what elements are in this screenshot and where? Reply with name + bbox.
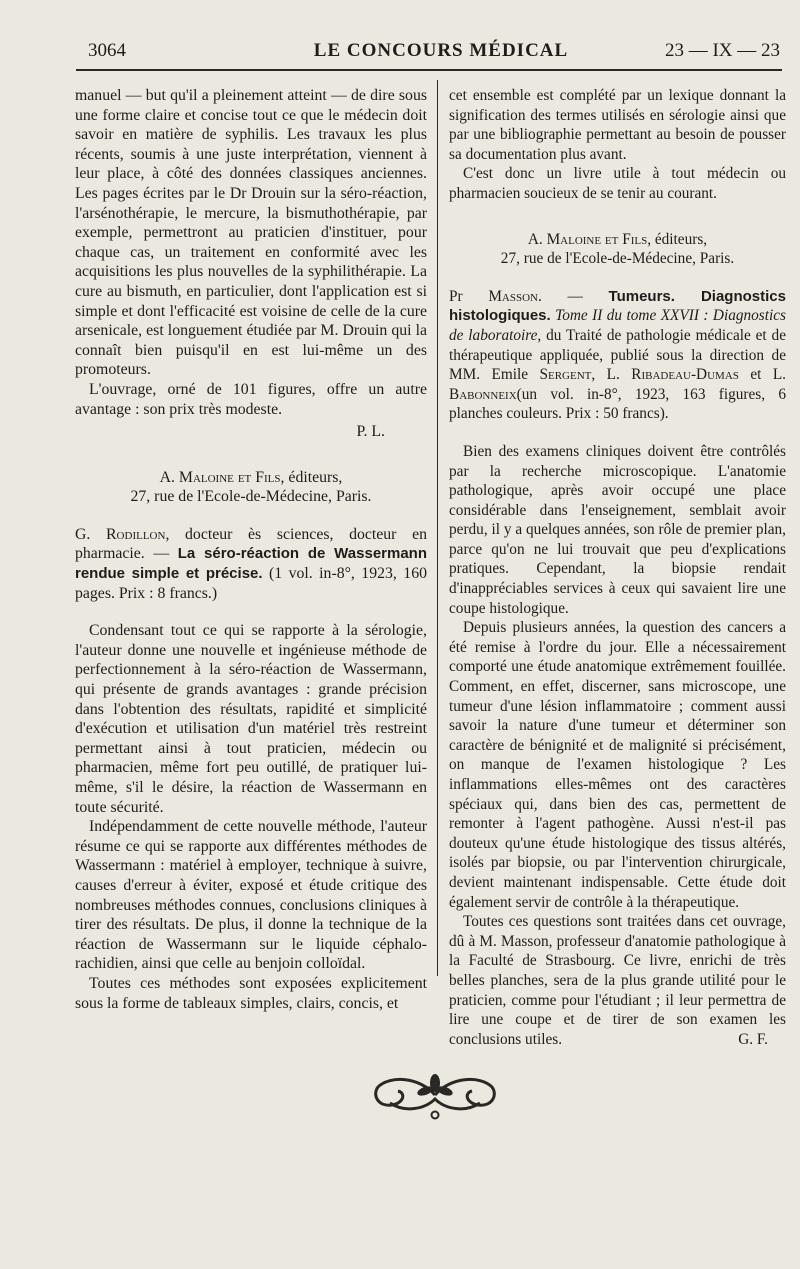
- author-name: Masson: [488, 287, 538, 305]
- paragraph: cet ensemble est complété par un lexique donnant la signification des termes utilisés en sérologie ainsi que par une bibliographie permettant au besoin de pousser sa documentation plus avant.: [449, 87, 786, 163]
- paragraph: Indépendamment de cette nouvelle méthode, l'auteur résume ce qui se rapporte aux différentes méthodes de Wassermann : matériel à employer, technique à suivre, causes d'erreur à éviter, exposé et étude critique des nombreuses méthodes connues, conclusions cliniques à tirer des résultats. De plus, il donne la technique de la réaction de Wassermann sur le liquide céphalo-rachidien, ainsi que celle au benjoin colloïdal.: [75, 818, 427, 973]
- publisher-address: 27, rue de l'Ecole-de-Médecine, Paris.: [500, 250, 735, 268]
- right-column: [449, 86, 786, 1049]
- journal-title: LE CONCOURS MÉDICAL: [313, 40, 569, 61]
- header-rule: [76, 69, 782, 71]
- book-title: Tumeurs. Diagnostics histologiques.: [449, 287, 786, 325]
- issue-date: 23 — IX — 23: [664, 40, 780, 61]
- review-signature: G. F.: [738, 1030, 768, 1048]
- paragraph: Depuis plusieurs années, la question des cancers a été remise à l'ordre du jour. Elle a nécessairement comporté une étude anatomique extrêmement fouillée. Comment, en effet, discerner, sans microscope, une tumeur d'une lésion inflammatoire ; comment aussi savoir la nature d'une tumeur et déterminer son caractère de bénignité et de malignité si précisément, on manque de l'examen histologique ? Les inflammations elles-mêmes ont des caractères spéciaux qui, dans bien des cas, permettent de remonter à l'agent pathogène. Aussi n'est-il pas douteux qu'une étude histologique des tissus altérés, isolés par biopsie, ou par l'intervention chirurgicale, devient maintenant indispensable. Cette étude doit également servir de contrôle à la thérapeutique.: [449, 619, 786, 911]
- book-entry: Pr Masson. — Tumeurs. Diagnostics histologiques. Tome II du tome XXVII : Diagnostics de laboratoire, du Traité de pathologie médicale et de thérapeutique appliquée, publié sous la direction de MM. Emile Sergent, L. Ribadeau-Dumas et L. Babonneix(un vol. in-8°, 1923, 163 figures, 6 planches couleurs. Prix : 50 francs).: [449, 287, 786, 423]
- page-header: [88, 40, 780, 64]
- publisher-name: A. Maloine et Fils, éditeurs,: [159, 468, 343, 486]
- floral-ornament-icon: [370, 1065, 500, 1125]
- column-divider: [437, 80, 438, 976]
- paragraph: L'ouvrage, orné de 101 figures, offre un autre avantage : son prix très modeste.: [75, 380, 427, 418]
- book-entry: G. Rodillon, docteur ès sciences, docteur en pharmacie. — La séro-réaction de Wassermann rendue simple et précise. (1 vol. in-8°, 1923, 160 pages. Prix : 8 francs.): [75, 525, 428, 602]
- paragraph: C'est donc un livre utile à tout médecin ou pharmacien soucieux de se tenir au courant.: [449, 165, 786, 202]
- review-signature: P. L.: [356, 423, 385, 441]
- publisher-address: 27, rue de l'Ecole-de-Médecine, Paris.: [130, 488, 372, 506]
- paragraph: Condensant tout ce qui se rapporte à la sérologie, l'auteur donne une nouvelle et ingénieuse méthode de perfectionnement à la séro-réaction de Wassermann, qui présente de grands avantages : grande précision dans l'obtention des résultats, rapidité et simplicité d'exécution et utilisation d'un matériel très restreint permettant ainsi à tout praticien, médecin ou pharmacien, même fort peu outillé, de pratiquer lui-même, s'il le désire, la réaction de Wassermann en toute sécurité.: [75, 622, 427, 816]
- paragraph: Toutes ces méthodes sont exposées explicitement sous la forme de tableaux simples, clairs, concis, et: [75, 974, 427, 1012]
- paragraph: Toutes ces questions sont traitées dans cet ouvrage, dû à M. Masson, professeur d'anatomie pathologique à la Faculté de Strasbourg. Ce livre, enrichi de très belles planches, sera de la plus grande utilité pour le praticien, comme pour l'étudiant ; il leur permettra de lire une coupe et de tirer de son examen les conclusions utiles. G. F.: [449, 913, 786, 1048]
- publisher-name: A. Maloine et Fils, éditeurs,: [527, 230, 708, 248]
- book-title: La séro-réaction de Wassermann rendue simple et précise.: [75, 545, 427, 583]
- page-number: 3064: [88, 40, 126, 61]
- paragraph: Bien des examens cliniques doivent être contrôlés par la recherche microscopique. L'anatomie pathologique, après avoir occupé une place considérable dans l'enseignement, semblait avoir perdu, il y a quelques années, son rôle de premier plan, parce qu'on ne lui trouvait que peu d'explications pratiques. Cependant, la biopsie rendait d'inappréciables services à ceux qui savaient lire une coupe histologique.: [449, 442, 786, 617]
- author-name: Rodillon: [106, 525, 166, 543]
- paragraph: manuel — but qu'il a pleinement atteint — de dire sous une forme claire et concise tout ce que le médecin doit savoir en matière de syphilis. Les travaux les plus récents, soumis à une juste interprétation, viennent à leur place, à côté des données classiques anciennes. Les pages écrites par le Dr Drouin sur la séro-réaction, l'arsénothérapie, le mercure, la bismuthothérapie, par exemple, permettront au praticien d'instituer, pour chaque cas, un traitement en conformité avec les acquisitions les plus nouvelles de la syphilithérapie. La cure au bismuth, en particulier, dont l'application est si simple et dont l'efficacité est voisine de celle de la cure arsenicale, est longuement étudiée par M. Drouin qui la connaît bien puisqu'il en est lui-même un des promoteurs.: [75, 87, 427, 379]
- left-column: [75, 86, 427, 1013]
